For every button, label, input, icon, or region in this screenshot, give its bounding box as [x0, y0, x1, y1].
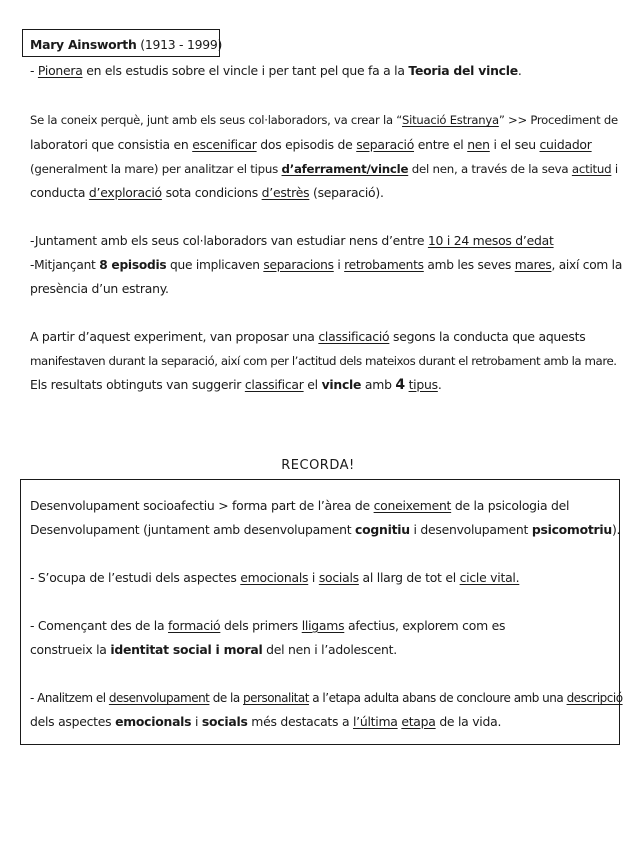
- underlined-term: cuidador: [539, 137, 592, 152]
- text-segment: manifestaven durant la separació, així com per l’actitud dels mateixos durant el retrobament amb la mare.: [30, 354, 617, 368]
- text-segment: del nen, a través de la seva: [408, 162, 572, 176]
- bold-number: 4: [395, 377, 405, 393]
- bold-term: psicomotriu: [531, 522, 612, 537]
- text-segment: amb: [361, 377, 396, 392]
- underlined-term: coneixement: [373, 498, 452, 513]
- underlined-term: formació: [168, 618, 221, 633]
- text-segment: Desenvolupament socioafectiu > forma part de l’àrea de: [30, 498, 374, 513]
- text-segment: i: [308, 570, 319, 585]
- underlined-term: d’exploració: [88, 185, 162, 200]
- text-segment: amb les seves: [423, 258, 515, 272]
- recorda-line-4: [30, 618, 505, 634]
- p3-line-1: [30, 329, 585, 345]
- underlined-term: cicle vital.: [459, 570, 520, 585]
- underlined-term: classificar: [244, 377, 304, 392]
- text-segment: A partir d’aquest experiment, van proposar una: [30, 329, 319, 344]
- text-segment: i desenvolupament: [409, 522, 532, 537]
- text-segment: - Analitzem el: [30, 691, 109, 705]
- underlined-term: Situació Estranya: [402, 113, 499, 127]
- intro-line: [30, 63, 522, 79]
- text-segment: -: [30, 63, 38, 78]
- page-title: [30, 37, 222, 53]
- text-segment: .: [437, 377, 442, 392]
- text-segment: - Començant des de la: [30, 618, 169, 633]
- author-years: (1913 - 1999): [140, 37, 223, 52]
- underlined-term: Pionera: [37, 63, 83, 78]
- underlined-term: escenificar: [192, 137, 257, 152]
- text-segment: en els estudis sobre el vincle i per tant pel que fa a la: [82, 63, 409, 78]
- underlined-term: retrobaments: [344, 258, 424, 272]
- bold-term: socials: [201, 714, 248, 729]
- recorda-line-5: [30, 642, 397, 658]
- bold-term: emocionals: [115, 714, 192, 729]
- recorda-line-1: [30, 498, 569, 514]
- underlined-term: l’última: [352, 714, 398, 729]
- bold-term: Teoria del vincle: [408, 63, 518, 78]
- text-segment: de la: [209, 691, 244, 705]
- bold-term: 8 episodis: [99, 258, 167, 272]
- text-segment: laboratori que consistia en: [30, 137, 193, 152]
- text-segment: Se la coneix perquè, junt amb els seus col·laboradors, va crear la “: [30, 113, 402, 127]
- p2-line-2: [30, 257, 622, 273]
- text-segment: presència d’un estrany.: [30, 281, 169, 296]
- underlined-term: nen: [467, 137, 490, 152]
- text-segment: (separació).: [309, 185, 384, 200]
- text-segment: a l’etapa adulta abans de concloure amb una: [308, 691, 567, 705]
- p1-line-1: [30, 112, 618, 128]
- underlined-term: separacions: [263, 258, 334, 272]
- text-segment: i: [191, 714, 202, 729]
- text-segment: ” >> Procediment de: [498, 113, 618, 127]
- recorda-line-6: [30, 690, 623, 706]
- underlined-term: 10 i 24 mesos d’edat: [427, 233, 554, 248]
- text-segment: Els resultats obtinguts van suggerir: [30, 377, 245, 392]
- p3-line-3: [30, 377, 442, 393]
- text-segment: dels primers: [220, 618, 302, 633]
- text-segment: segons la conducta que aquests: [389, 329, 586, 344]
- text-segment: i el seu: [489, 137, 540, 152]
- text-segment: entre el: [414, 137, 468, 152]
- p2-line-1: [30, 233, 554, 249]
- recorda-line-7: [30, 714, 501, 730]
- text-segment: sota condicions: [161, 185, 262, 200]
- text-segment: i: [333, 258, 345, 272]
- text-segment: més destacats a: [247, 714, 353, 729]
- author-name: Mary Ainsworth: [30, 37, 137, 52]
- text-segment: al llarg de tot el: [358, 570, 460, 585]
- text-segment: , així com la: [551, 258, 623, 272]
- text-segment: (generalment la mare) per analitzar el tipus: [30, 162, 282, 176]
- p2-line-3: [30, 281, 169, 297]
- underlined-term: classificació: [318, 329, 390, 344]
- text-segment: -Mitjançant: [30, 258, 100, 272]
- text-segment: dels aspectes: [30, 714, 116, 729]
- bold-term: vincle: [321, 377, 362, 392]
- text-segment: Desenvolupament (juntament amb desenvolupament: [30, 522, 356, 537]
- recorda-line-2: [30, 522, 620, 538]
- text-segment: que implicaven: [166, 258, 264, 272]
- p1-line-3: [30, 161, 618, 177]
- bold-term: cognitiu: [355, 522, 410, 537]
- recorda-heading: RECORDA!: [281, 458, 355, 473]
- underlined-term: etapa: [401, 714, 436, 729]
- underlined-term: mares: [514, 258, 552, 272]
- underlined-term: socials: [318, 570, 359, 585]
- text-segment: dos episodis de: [256, 137, 357, 152]
- p3-line-2: [30, 353, 617, 369]
- text-segment: construeix la: [30, 642, 111, 657]
- text-segment: conducta: [30, 185, 89, 200]
- text-segment: de la psicologia del: [451, 498, 570, 513]
- underlined-term: separació: [356, 137, 415, 152]
- text-segment: afectius, explorem com es: [344, 618, 506, 633]
- underlined-term: descripció: [566, 691, 623, 705]
- underlined-term: lligams: [301, 618, 345, 633]
- p1-line-2: [30, 137, 592, 153]
- underlined-term: personalitat: [243, 691, 309, 705]
- text-segment: i: [611, 162, 618, 176]
- text-segment: - S’ocupa de l’estudi dels aspectes: [30, 570, 241, 585]
- underlined-term: d’estrès: [261, 185, 310, 200]
- recorda-line-3: [30, 570, 519, 586]
- text-segment: ).: [611, 522, 621, 537]
- text-segment: de la vida.: [435, 714, 502, 729]
- text-segment: del nen i l’adolescent.: [262, 642, 397, 657]
- bold-term: identitat social i moral: [110, 642, 263, 657]
- underlined-term: desenvolupament: [108, 691, 210, 705]
- text-segment: -Juntament amb els seus col·laboradors van estudiar nens d’entre: [30, 233, 428, 248]
- underlined-term: tipus: [408, 377, 438, 392]
- text-segment: .: [517, 63, 522, 78]
- text-segment: el: [303, 377, 322, 392]
- underlined-term: actitud: [571, 162, 612, 176]
- p1-line-4: [30, 185, 384, 201]
- bold-underlined-term: d’aferrament/vincle: [281, 162, 409, 176]
- underlined-term: emocionals: [240, 570, 309, 585]
